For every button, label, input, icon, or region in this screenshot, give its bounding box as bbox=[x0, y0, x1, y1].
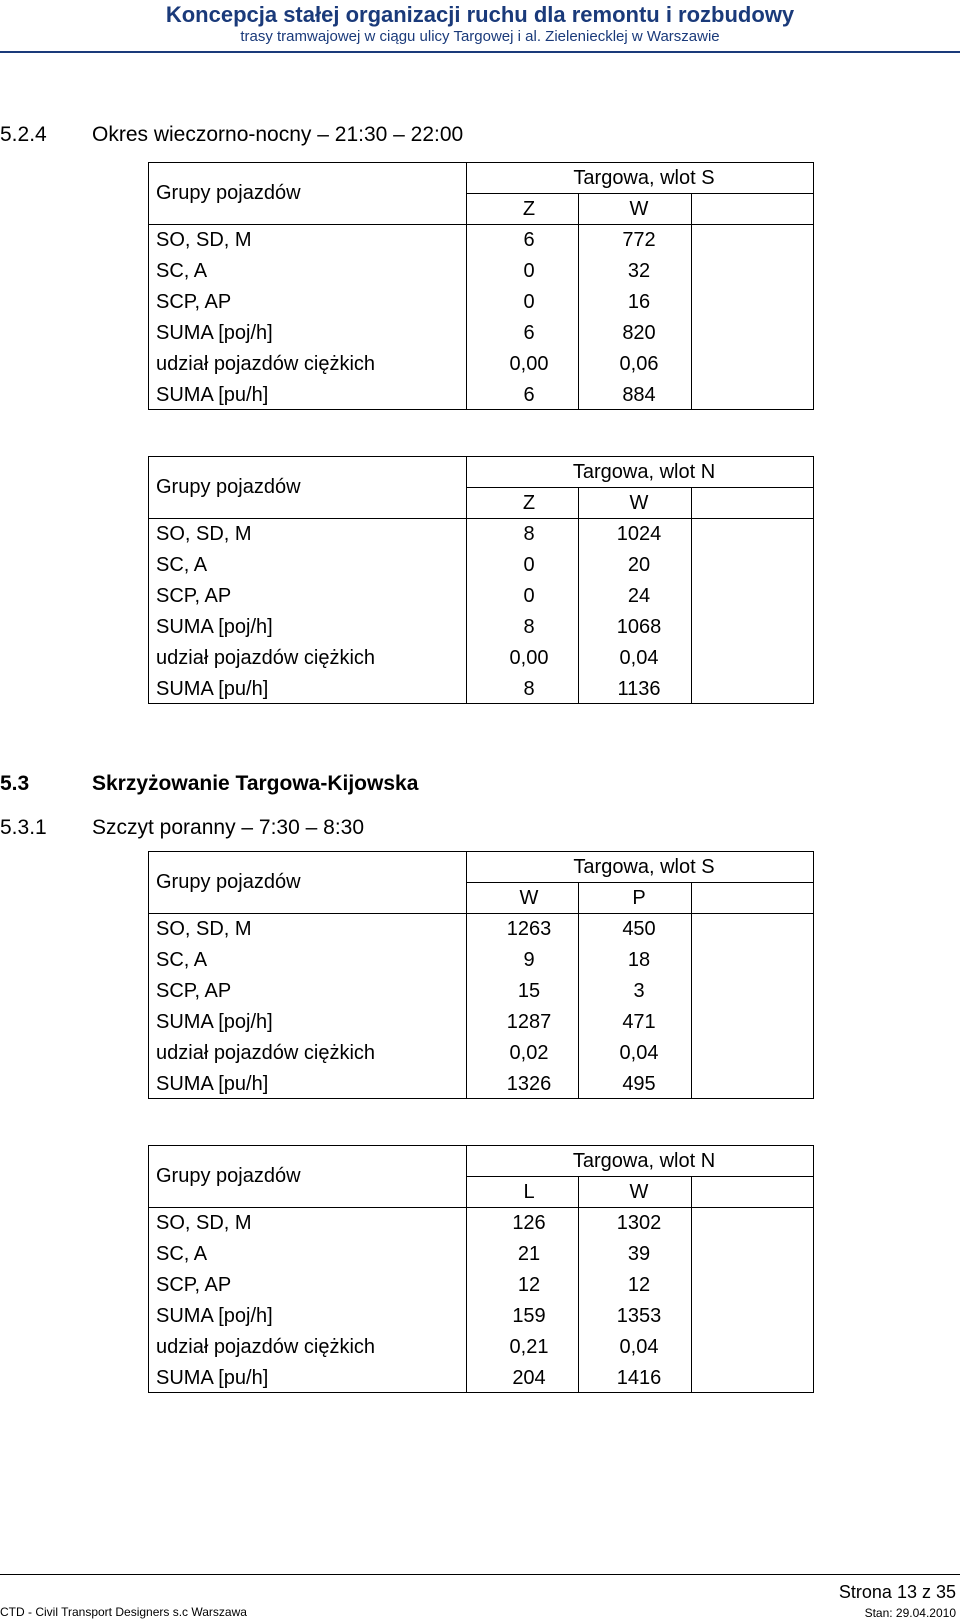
row-value: 1353 bbox=[616, 1305, 662, 1327]
subsection-number: 5.3.1 bbox=[0, 816, 47, 839]
row-value: 450 bbox=[622, 918, 656, 940]
row-value: 1136 bbox=[617, 678, 661, 700]
location-header: Targowa, wlot N bbox=[572, 1150, 716, 1172]
row-label: SUMA [poj/h] bbox=[156, 1305, 273, 1327]
column-header: W bbox=[629, 492, 649, 514]
document-subtitle: trasy tramwajowej w ciągu ulicy Targowej i al. Zieleniecklej w Warszawie bbox=[240, 28, 720, 45]
row-value: 1263 bbox=[506, 918, 552, 940]
column-divider bbox=[466, 851, 467, 1099]
header-divider bbox=[148, 1207, 814, 1208]
row-value: 8 bbox=[523, 523, 535, 545]
row-value: 20 bbox=[627, 554, 651, 576]
section-number: 5.3 bbox=[0, 772, 30, 795]
location-header: Targowa, wlot S bbox=[573, 856, 715, 878]
row-value: 0,04 bbox=[619, 647, 659, 669]
header-divider bbox=[466, 193, 814, 194]
footer-company: CTD - Civil Transport Designers s.c Warszawa bbox=[0, 1605, 247, 1619]
row-label: SCP, AP bbox=[156, 291, 232, 313]
row-value: 9 bbox=[523, 949, 535, 971]
row-value: 471 bbox=[622, 1011, 656, 1033]
header-divider bbox=[148, 913, 814, 914]
row-label: SO, SD, M bbox=[156, 918, 252, 940]
row-label: SUMA [pu/h] bbox=[156, 1073, 269, 1095]
group-header: Grupy pojazdów bbox=[156, 871, 301, 893]
row-value: 0 bbox=[523, 585, 535, 607]
row-value: 1068 bbox=[616, 616, 662, 638]
row-value: 21 bbox=[517, 1243, 541, 1265]
header-divider bbox=[466, 1176, 814, 1177]
row-value: 0,06 bbox=[619, 353, 659, 375]
footer-status-date: Stan: 29.04.2010 bbox=[864, 1606, 956, 1620]
row-value: 0 bbox=[523, 554, 535, 576]
row-label: udział pojazdów ciężkich bbox=[156, 353, 376, 375]
row-value: 159 bbox=[512, 1305, 546, 1327]
traffic-table bbox=[148, 456, 814, 704]
row-label: SCP, AP bbox=[156, 1274, 232, 1296]
group-header: Grupy pojazdów bbox=[156, 182, 301, 204]
column-divider bbox=[466, 456, 467, 704]
row-label: SC, A bbox=[156, 260, 208, 282]
row-label: SUMA [poj/h] bbox=[156, 1011, 273, 1033]
section-title: Skrzyżowanie Targowa-Kijowska bbox=[92, 772, 419, 795]
row-label: udział pojazdów ciężkich bbox=[156, 647, 376, 669]
section-heading-5-3 bbox=[0, 772, 418, 796]
column-header: W bbox=[519, 887, 539, 909]
header-divider bbox=[466, 882, 814, 883]
row-label: SUMA [pu/h] bbox=[156, 384, 269, 406]
row-value: 772 bbox=[622, 229, 656, 251]
column-header: W bbox=[629, 1181, 649, 1203]
row-value: 204 bbox=[512, 1367, 546, 1389]
group-header: Grupy pojazdów bbox=[156, 476, 301, 498]
row-label: SO, SD, M bbox=[156, 1212, 252, 1234]
row-label: SO, SD, M bbox=[156, 523, 252, 545]
row-value: 6 bbox=[523, 229, 535, 251]
row-value: 1326 bbox=[506, 1073, 552, 1095]
header-divider bbox=[148, 224, 814, 225]
row-value: 0 bbox=[523, 291, 535, 313]
row-value: 1024 bbox=[616, 523, 662, 545]
column-header: W bbox=[629, 198, 649, 220]
column-divider bbox=[466, 162, 467, 410]
page-number: Strona 13 z 35 bbox=[838, 1582, 956, 1602]
subsection-heading-5-3-1 bbox=[0, 816, 364, 840]
row-label: SCP, AP bbox=[156, 980, 232, 1002]
row-value: 3 bbox=[633, 980, 645, 1002]
row-value: 8 bbox=[523, 678, 535, 700]
row-value: 12 bbox=[517, 1274, 541, 1296]
header-divider bbox=[148, 518, 814, 519]
row-value: 0,02 bbox=[509, 1042, 549, 1064]
row-label: SO, SD, M bbox=[156, 229, 252, 251]
group-header: Grupy pojazdów bbox=[156, 1165, 301, 1187]
row-value: 15 bbox=[517, 980, 541, 1002]
row-value: 0,04 bbox=[619, 1336, 659, 1358]
row-value: 0,21 bbox=[509, 1336, 549, 1358]
traffic-table bbox=[148, 1145, 814, 1393]
row-label: SUMA [poj/h] bbox=[156, 322, 273, 344]
footer-divider bbox=[0, 1574, 960, 1575]
subsection-heading-5-2-4 bbox=[0, 123, 463, 147]
row-value: 39 bbox=[627, 1243, 651, 1265]
traffic-table bbox=[148, 162, 814, 410]
row-value: 495 bbox=[622, 1073, 656, 1095]
row-label: SUMA [poj/h] bbox=[156, 616, 273, 638]
row-value: 0,04 bbox=[619, 1042, 659, 1064]
header-divider bbox=[0, 51, 960, 53]
row-value: 0,00 bbox=[509, 647, 549, 669]
row-value: 6 bbox=[523, 322, 535, 344]
row-value: 6 bbox=[523, 384, 535, 406]
row-label: SC, A bbox=[156, 1243, 208, 1265]
row-label: SUMA [pu/h] bbox=[156, 678, 269, 700]
traffic-table bbox=[148, 851, 814, 1099]
row-value: 8 bbox=[523, 616, 535, 638]
row-label: udział pojazdów ciężkich bbox=[156, 1336, 376, 1358]
column-divider bbox=[466, 1145, 467, 1393]
column-header: P bbox=[632, 887, 646, 909]
row-label: SUMA [pu/h] bbox=[156, 1367, 269, 1389]
column-header: Z bbox=[522, 492, 536, 514]
row-value: 18 bbox=[627, 949, 651, 971]
row-value: 1287 bbox=[506, 1011, 552, 1033]
document-title: Koncepcja stałej organizacji ruchu dla remontu i rozbudowy bbox=[165, 2, 795, 27]
subsection-title: Okres wieczorno-nocny – 21:30 – 22:00 bbox=[92, 123, 464, 146]
column-header: L bbox=[523, 1181, 535, 1203]
row-value: 0 bbox=[523, 260, 535, 282]
row-label: SC, A bbox=[156, 554, 208, 576]
row-value: 126 bbox=[512, 1212, 546, 1234]
row-value: 12 bbox=[627, 1274, 651, 1296]
row-value: 32 bbox=[627, 260, 651, 282]
row-value: 884 bbox=[622, 384, 656, 406]
row-value: 1416 bbox=[616, 1367, 662, 1389]
row-value: 0,00 bbox=[509, 353, 549, 375]
location-header: Targowa, wlot N bbox=[572, 461, 716, 483]
header-divider bbox=[466, 487, 814, 488]
row-label: SC, A bbox=[156, 949, 208, 971]
row-value: 16 bbox=[627, 291, 651, 313]
subsection-title: Szczyt poranny – 7:30 – 8:30 bbox=[92, 816, 365, 839]
row-label: SCP, AP bbox=[156, 585, 232, 607]
row-value: 24 bbox=[627, 585, 651, 607]
row-label: udział pojazdów ciężkich bbox=[156, 1042, 376, 1064]
row-value: 1302 bbox=[616, 1212, 662, 1234]
column-header: Z bbox=[522, 198, 536, 220]
subsection-number: 5.2.4 bbox=[0, 123, 47, 146]
location-header: Targowa, wlot S bbox=[573, 167, 715, 189]
row-value: 820 bbox=[622, 322, 656, 344]
